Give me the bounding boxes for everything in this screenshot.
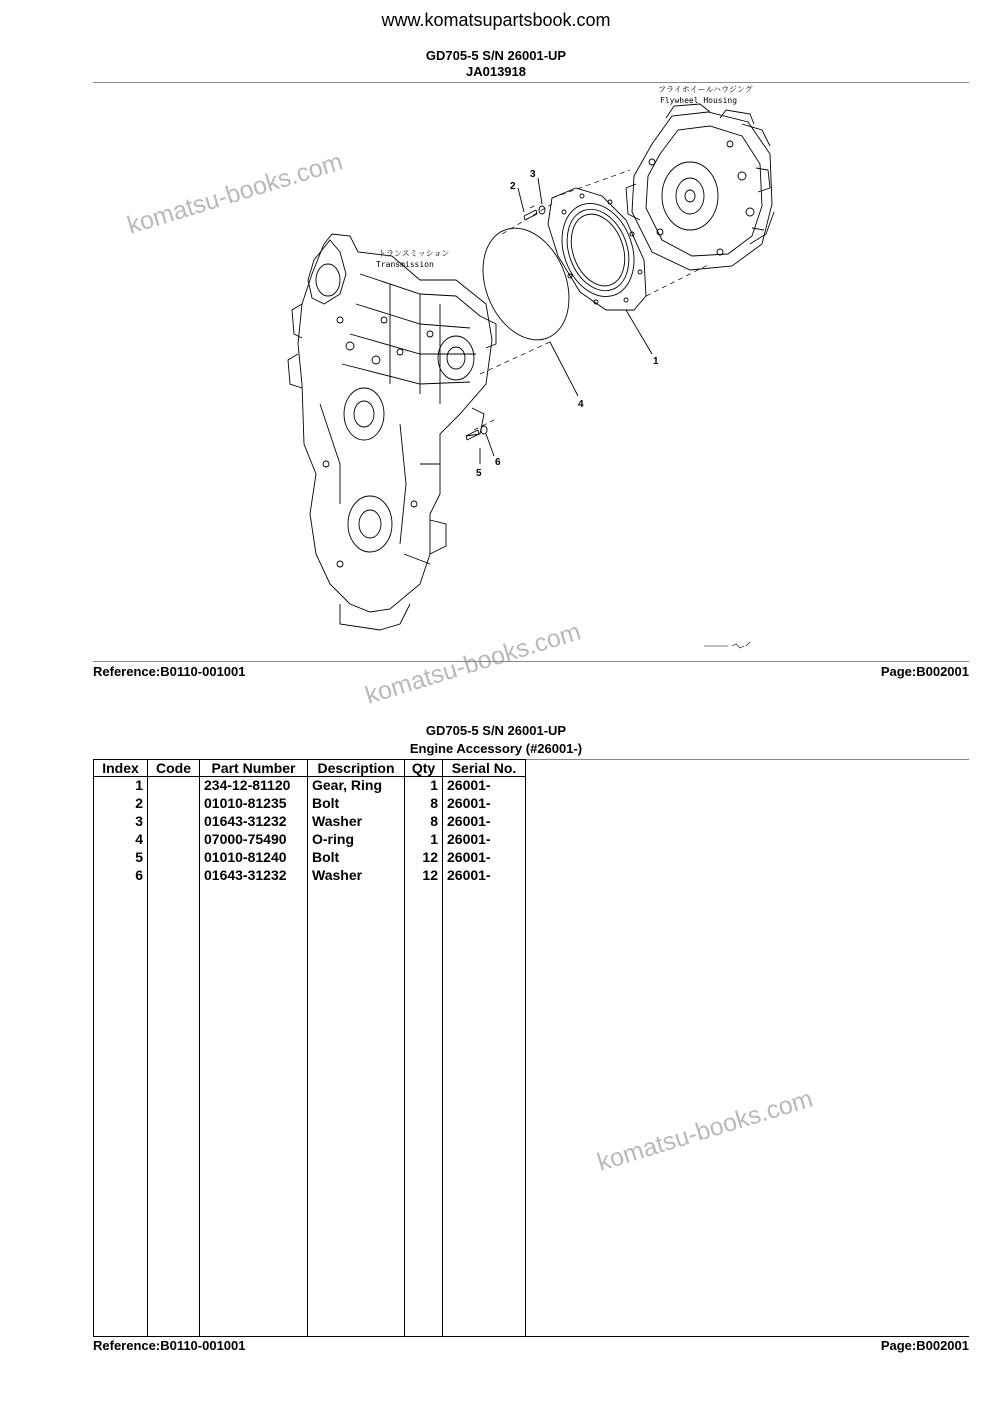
parts-table [93,759,526,885]
cell-qty: 1 [405,831,443,849]
cell-part-number: 01643-31232 [200,813,308,831]
parts-section-title: Engine Accessory (#26001-) [409,741,583,756]
col-line [442,777,443,1336]
table-row [94,849,526,867]
bolt-washer-lower-drawing [466,426,487,440]
cell-description: Gear, Ring [308,777,405,796]
table-row [94,813,526,831]
col-serial: Serial No. [443,760,526,777]
cell-part-number: 234-12-81120 [200,777,308,796]
cell-part-number: 01010-81240 [200,849,308,867]
col-line [199,777,200,1336]
flywheel-label-en: Flywheel Housing [660,96,738,105]
page-label: Page:B002001 [880,664,969,679]
cell-serial: 26001- [443,831,526,849]
cell-qty: 12 [405,849,443,867]
table-row [94,777,526,796]
cell-code [148,849,200,867]
page-label-bottom: Page:B002001 [880,1338,969,1353]
cell-index: 1 [94,777,148,796]
col-line [404,777,405,1336]
callout-3: 3 [530,169,536,180]
cell-code [148,867,200,885]
cell-description: Bolt [308,849,405,867]
callout-5: 5 [476,468,482,479]
watermark-2: komatsu-books.com [362,617,585,710]
col-index: Index [94,760,148,777]
cell-description: O-ring [308,831,405,849]
watermark-3: komatsu-books.com [594,1084,817,1177]
cell-description: Bolt [308,795,405,813]
callout-4: 4 [578,399,584,410]
illustration-id: JA013918 [466,64,526,79]
footer1-rule [93,661,969,662]
cell-serial: 26001- [443,849,526,867]
col-line [147,777,148,1336]
cell-part-number: 01010-81235 [200,795,308,813]
reference-label: Reference:B0110-001001 [93,664,246,679]
cell-qty: 8 [405,795,443,813]
callout-6: 6 [495,457,501,468]
table-header-row [94,760,526,777]
cell-index: 3 [94,813,148,831]
col-part-number: Part Number [200,760,308,777]
cell-description: Washer [308,867,405,885]
table-row [94,795,526,813]
cell-code [148,831,200,849]
cell-code [148,777,200,796]
col-description: Description [308,760,405,777]
transmission-label-jp: トランスミッション [378,249,450,258]
cell-index: 5 [94,849,148,867]
cell-index: 2 [94,795,148,813]
cell-serial: 26001- [443,813,526,831]
cell-serial: 26001- [443,867,526,885]
transmission-label-en: Transmission [376,260,434,269]
header-rule [93,82,969,83]
table-row [94,867,526,885]
table-row [94,831,526,849]
col-line [525,777,526,1336]
cell-code [148,813,200,831]
cell-serial: 26001- [443,795,526,813]
cell-part-number: 01643-31232 [200,867,308,885]
cell-code [148,795,200,813]
cell-qty: 1 [405,777,443,796]
cell-serial: 26001- [443,777,526,796]
cell-qty: 12 [405,867,443,885]
col-line [93,777,94,1336]
flywheel-label-jp: フライホイールハウジング [658,85,753,94]
callout-1: 1 [653,356,659,367]
site-url: www.komatsupartsbook.com [381,10,611,30]
col-qty: Qty [405,760,443,777]
reference-label-bottom: Reference:B0110-001001 [93,1338,246,1353]
flywheel-housing-drawing [626,104,774,270]
exploded-parts-diagram [280,84,800,659]
cell-index: 6 [94,867,148,885]
watermark-1: komatsu-books.com [124,147,347,240]
diagram-model-title: GD705-5 S/N 26001-UP [425,48,567,63]
col-code: Code [148,760,200,777]
cell-index: 4 [94,831,148,849]
callout-2: 2 [510,181,516,192]
cell-part-number: 07000-75490 [200,831,308,849]
cell-qty: 8 [405,813,443,831]
transmission-drawing [288,234,496,630]
bolt-washer-upper-drawing [524,206,545,220]
parts-model-title: GD705-5 S/N 26001-UP [425,723,567,738]
table-bottom-rule [93,1336,969,1337]
col-line [307,777,308,1336]
gear-ring-drawing [548,188,646,310]
cell-description: Washer [308,813,405,831]
table-top-rule [525,759,969,760]
